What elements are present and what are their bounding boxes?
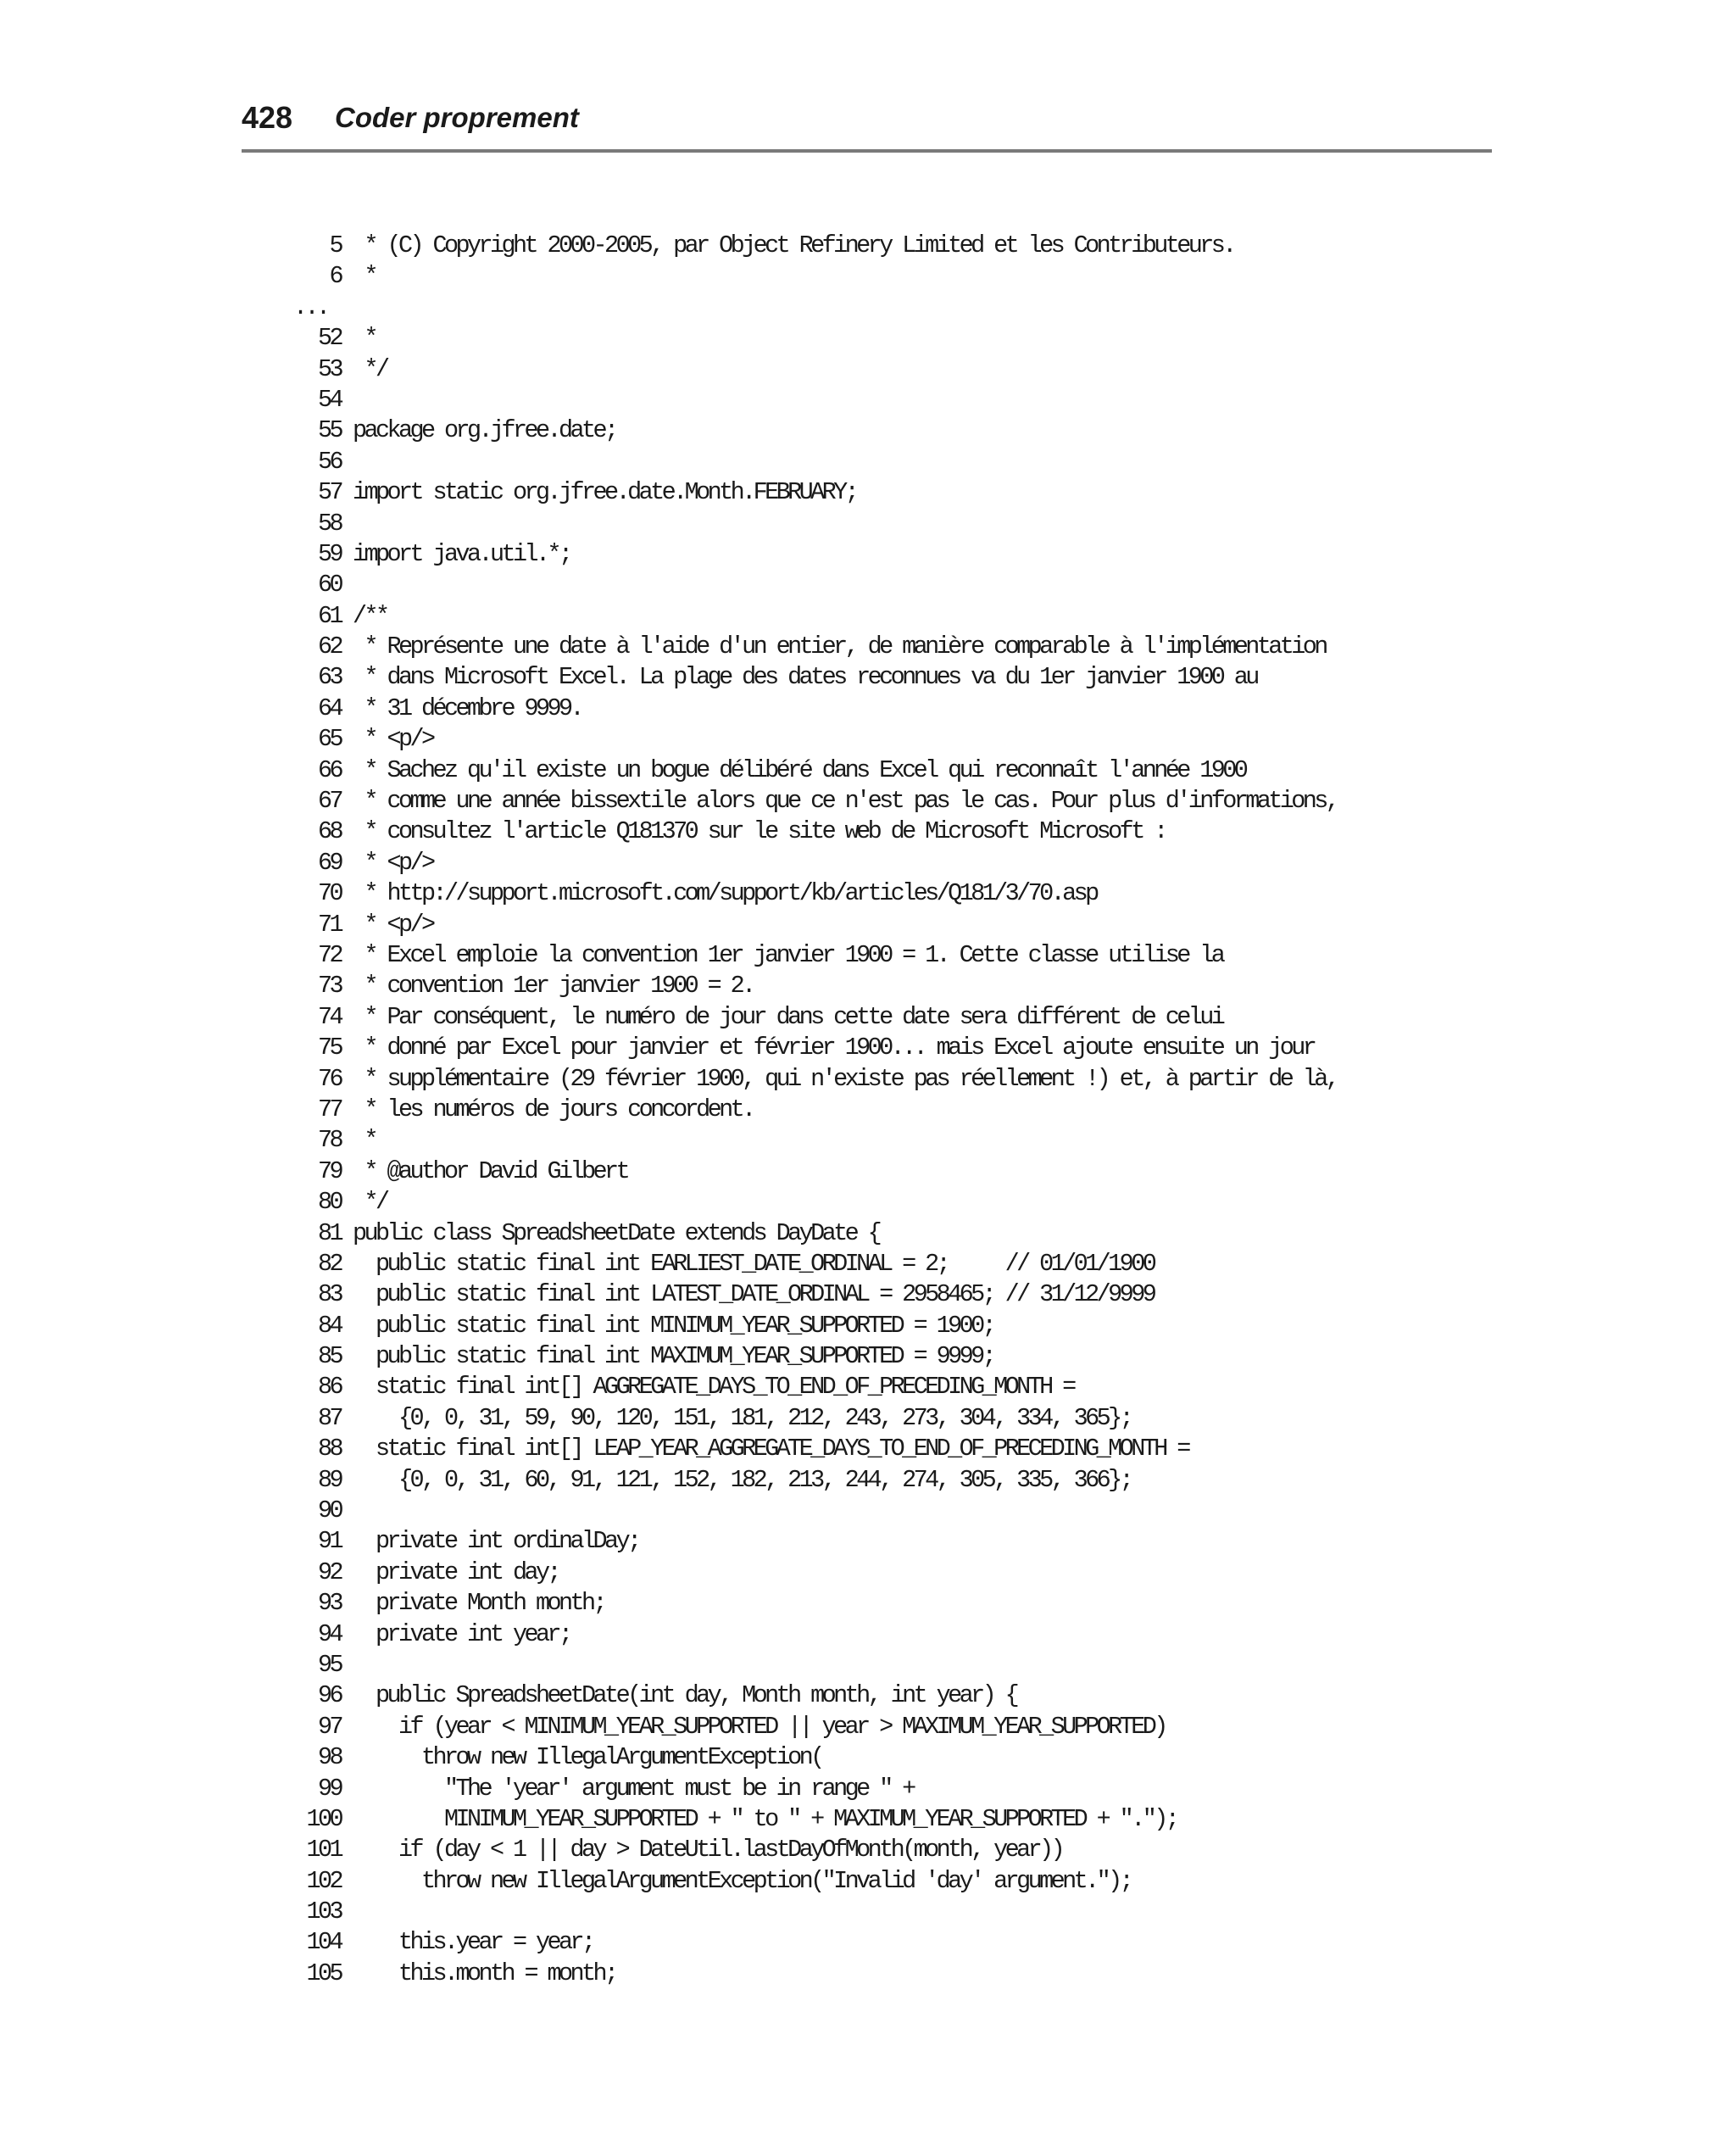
code-line <box>288 323 1492 354</box>
code-text: * <p/> <box>353 848 433 877</box>
line-number: 72 <box>317 940 341 969</box>
line-number: 75 <box>317 1034 341 1062</box>
code-line <box>288 509 1492 539</box>
code-line <box>288 1125 1492 1156</box>
line-number: 68 <box>317 817 341 846</box>
code-text: public static final int MINIMUM_YEAR_SUPPORTED = 1900; <box>353 1311 994 1340</box>
code-line <box>288 910 1492 940</box>
code-text: MINIMUM_YEAR_SUPPORTED + " to " + MAXIMUM_YEAR_SUPPORTED + "."); <box>353 1804 1177 1833</box>
line-number: 96 <box>317 1681 341 1710</box>
code-line <box>288 1403 1492 1434</box>
code-text: * supplémentaire (29 février 1900, qui n'existe pas réellement !) et, à partir de là, <box>353 1064 1338 1093</box>
code-text: throw new IllegalArgumentException("Invalid 'day' argument."); <box>353 1866 1132 1895</box>
code-line <box>288 786 1492 816</box>
line-number: 69 <box>317 848 341 877</box>
code-line <box>288 971 1492 1001</box>
line-number: 94 <box>317 1619 341 1648</box>
code-text: * convention 1er janvier 1900 = 2. <box>353 972 754 1000</box>
code-text: if (year < MINIMUM_YEAR_SUPPORTED || year > MAXIMUM_YEAR_SUPPORTED) <box>353 1712 1166 1741</box>
code-text <box>341 1897 353 1927</box>
line-number: 83 <box>317 1280 341 1309</box>
code-line <box>288 1835 1492 1865</box>
code-text: * <box>353 324 376 353</box>
code-text: * 31 décembre 9999. <box>353 694 582 722</box>
code-line <box>288 1279 1492 1310</box>
code-text: * <box>353 1126 376 1155</box>
code-line <box>288 1496 1492 1526</box>
line-number: 102 <box>306 1866 341 1895</box>
code-text: * Par conséquent, le numéro de jour dans cette date sera différent de celui <box>353 1002 1223 1031</box>
code-line <box>288 662 1492 693</box>
code-line <box>288 447 1492 477</box>
line-number: 104 <box>306 1928 341 1957</box>
code-line <box>288 231 1492 261</box>
code-text: import java.util.*; <box>353 539 570 568</box>
code-text: * dans Microsoft Excel. La plage des dates reconnues va du 1er janvier 1900 au <box>353 663 1257 692</box>
code-text <box>341 447 353 477</box>
code-line <box>288 261 1492 292</box>
code-text: import static org.jfree.date.Month.FEBRUARY; <box>353 478 857 507</box>
code-text: * @author David Gilbert <box>353 1156 628 1185</box>
line-number: 5 <box>329 231 341 259</box>
header-divider <box>242 149 1492 153</box>
code-text: */ <box>353 354 387 383</box>
code-line <box>288 1156 1492 1187</box>
code-text: * Représente une date à l'aide d'un entier, de manière comparable à l'implémentation <box>353 633 1326 661</box>
code-text: private int day; <box>353 1558 559 1586</box>
line-number: 93 <box>317 1589 341 1618</box>
line-number: 81 <box>317 1218 341 1247</box>
line-number: 54 <box>317 385 341 414</box>
code-text: * les numéros de jours concordent. <box>353 1095 754 1123</box>
code-line <box>288 1588 1492 1619</box>
line-number: 57 <box>317 478 341 507</box>
code-text: private int year; <box>353 1619 570 1648</box>
line-number: 73 <box>317 972 341 1000</box>
code-line <box>288 1558 1492 1588</box>
line-number: 95 <box>317 1650 341 1679</box>
line-number: 74 <box>317 1002 341 1031</box>
code-line <box>288 1341 1492 1372</box>
code-text: if (day < 1 || day > DateUtil.lastDayOfMonth(month, year)) <box>353 1836 1063 1864</box>
code-line <box>288 1526 1492 1557</box>
code-line <box>288 1465 1492 1496</box>
line-number: 76 <box>317 1064 341 1093</box>
code-text: {0, 0, 31, 60, 91, 121, 152, 182, 213, 244, 274, 305, 335, 366}; <box>353 1465 1132 1494</box>
code-line <box>288 1927 1492 1958</box>
code-text: "The 'year' argument must be in range " + <box>353 1774 914 1803</box>
code-line <box>288 415 1492 446</box>
book-title: Coder proprement <box>335 102 579 133</box>
line-number: 105 <box>306 1959 341 1987</box>
code-line <box>288 632 1492 662</box>
code-line <box>288 1804 1492 1835</box>
code-line <box>288 1650 1492 1680</box>
code-text: package org.jfree.date; <box>353 416 616 445</box>
line-number: 6 <box>329 262 341 291</box>
code-line <box>288 1774 1492 1804</box>
code-text: * donné par Excel pour janvier et février 1900... mais Excel ajoute ensuite un jour <box>353 1034 1315 1062</box>
line-number: 79 <box>317 1156 341 1185</box>
line-number: 61 <box>317 601 341 630</box>
code-line <box>288 1187 1492 1218</box>
code-line <box>288 848 1492 878</box>
code-text: static final int[] AGGREGATE_DAYS_TO_END_OF_PRECEDING_MONTH = <box>353 1373 1074 1402</box>
code-line <box>288 1742 1492 1773</box>
code-text: private int ordinalDay; <box>353 1527 639 1556</box>
page-number: 428 <box>242 100 293 135</box>
line-number: 89 <box>317 1465 341 1494</box>
line-number: 77 <box>317 1095 341 1123</box>
code-line <box>288 1897 1492 1927</box>
code-text: public class SpreadsheetDate extends DayDate { <box>353 1218 880 1247</box>
code-text: * comme une année bissextile alors que ce n'est pas le cas. Pour plus d'informations, <box>353 787 1338 816</box>
code-line <box>288 940 1492 971</box>
code-line <box>288 816 1492 847</box>
line-number: 90 <box>317 1496 341 1525</box>
code-text: this.month = month; <box>353 1959 616 1987</box>
line-number: 103 <box>306 1898 341 1926</box>
line-number: 55 <box>317 416 341 445</box>
code-text: * Sachez qu'il existe un bogue délibéré dans Excel qui reconnaît l'année 1900 <box>353 755 1246 784</box>
code-text <box>341 509 353 539</box>
line-number: 84 <box>317 1311 341 1340</box>
code-text: * Excel emploie la convention 1er janvier 1900 = 1. Cette classe utilise la <box>353 940 1223 969</box>
code-line <box>288 1434 1492 1464</box>
line-number: 56 <box>317 447 341 476</box>
line-number: ... <box>293 293 328 321</box>
line-number: 60 <box>317 571 341 599</box>
code-listing <box>288 231 1492 1989</box>
page-header <box>242 100 1492 153</box>
code-line <box>288 1095 1492 1125</box>
code-text: * http://support.microsoft.com/support/kb/articles/Q181/3/70.asp <box>353 879 1097 908</box>
line-number: 63 <box>317 663 341 692</box>
code-text: public static final int MAXIMUM_YEAR_SUPPORTED = 9999; <box>353 1342 994 1371</box>
code-text: throw new IllegalArgumentException( <box>353 1743 822 1772</box>
code-line <box>288 694 1492 724</box>
line-number: 85 <box>317 1342 341 1371</box>
code-line <box>288 539 1492 570</box>
code-line <box>288 477 1492 508</box>
code-line <box>288 1311 1492 1341</box>
code-line <box>288 293 1492 323</box>
code-text: this.year = year; <box>353 1928 593 1957</box>
line-number: 64 <box>317 694 341 722</box>
code-text: * <box>353 262 376 291</box>
line-number: 97 <box>317 1712 341 1741</box>
code-line <box>288 1002 1492 1033</box>
line-number: 58 <box>317 509 341 538</box>
code-text: */ <box>353 1188 387 1217</box>
line-number: 71 <box>317 910 341 939</box>
line-number: 59 <box>317 539 341 568</box>
code-line <box>288 601 1492 632</box>
code-line <box>288 1866 1492 1897</box>
code-line <box>288 570 1492 600</box>
code-text <box>341 293 353 323</box>
line-number: 52 <box>317 324 341 353</box>
code-line <box>288 1619 1492 1650</box>
line-number: 100 <box>306 1804 341 1833</box>
line-number: 70 <box>317 879 341 908</box>
line-number: 80 <box>317 1188 341 1217</box>
code-line <box>288 1712 1492 1742</box>
code-line <box>288 1033 1492 1063</box>
code-text: * (C) Copyright 2000-2005, par Object Refinery Limited et les Contributeurs. <box>353 231 1234 259</box>
code-text: public static final int EARLIEST_DATE_ORDINAL = 2; // 01/01/1900 <box>353 1249 1155 1278</box>
line-number: 78 <box>317 1126 341 1155</box>
code-line <box>288 724 1492 755</box>
line-number: 65 <box>317 725 341 754</box>
code-line <box>288 1372 1492 1402</box>
line-number: 82 <box>317 1249 341 1278</box>
code-line <box>288 385 1492 415</box>
code-text: public static final int LATEST_DATE_ORDINAL = 2958465; // 31/12/9999 <box>353 1280 1155 1309</box>
code-line <box>288 878 1492 909</box>
code-line <box>288 1218 1492 1249</box>
code-text <box>341 385 353 415</box>
line-number: 86 <box>317 1373 341 1402</box>
line-number: 67 <box>317 787 341 816</box>
line-number: 66 <box>317 755 341 784</box>
code-line <box>288 1680 1492 1711</box>
code-line <box>288 1064 1492 1095</box>
code-line <box>288 755 1492 786</box>
code-text <box>341 1496 353 1526</box>
line-number: 92 <box>317 1558 341 1586</box>
line-number: 62 <box>317 633 341 661</box>
code-text: {0, 0, 31, 59, 90, 120, 151, 181, 212, 243, 273, 304, 334, 365}; <box>353 1403 1132 1432</box>
code-text: static final int[] LEAP_YEAR_AGGREGATE_DAYS_TO_END_OF_PRECEDING_MONTH = <box>353 1435 1188 1463</box>
code-text: public SpreadsheetDate(int day, Month month, int year) { <box>353 1681 1017 1710</box>
line-number: 98 <box>317 1743 341 1772</box>
line-number: 88 <box>317 1435 341 1463</box>
code-text <box>341 570 353 600</box>
line-number: 87 <box>317 1403 341 1432</box>
code-text: * <p/> <box>353 910 433 939</box>
code-text: /** <box>353 601 387 630</box>
line-number: 99 <box>317 1774 341 1803</box>
line-number: 53 <box>317 354 341 383</box>
code-text: private Month month; <box>353 1589 605 1618</box>
code-line <box>288 1249 1492 1279</box>
line-number: 91 <box>317 1527 341 1556</box>
line-number: 101 <box>306 1836 341 1864</box>
code-text: * <p/> <box>353 725 433 754</box>
code-line <box>288 1959 1492 1989</box>
code-line <box>288 354 1492 385</box>
code-text: * consultez l'article Q181370 sur le site web de Microsoft Microsoft : <box>353 817 1166 846</box>
code-text <box>341 1650 353 1680</box>
